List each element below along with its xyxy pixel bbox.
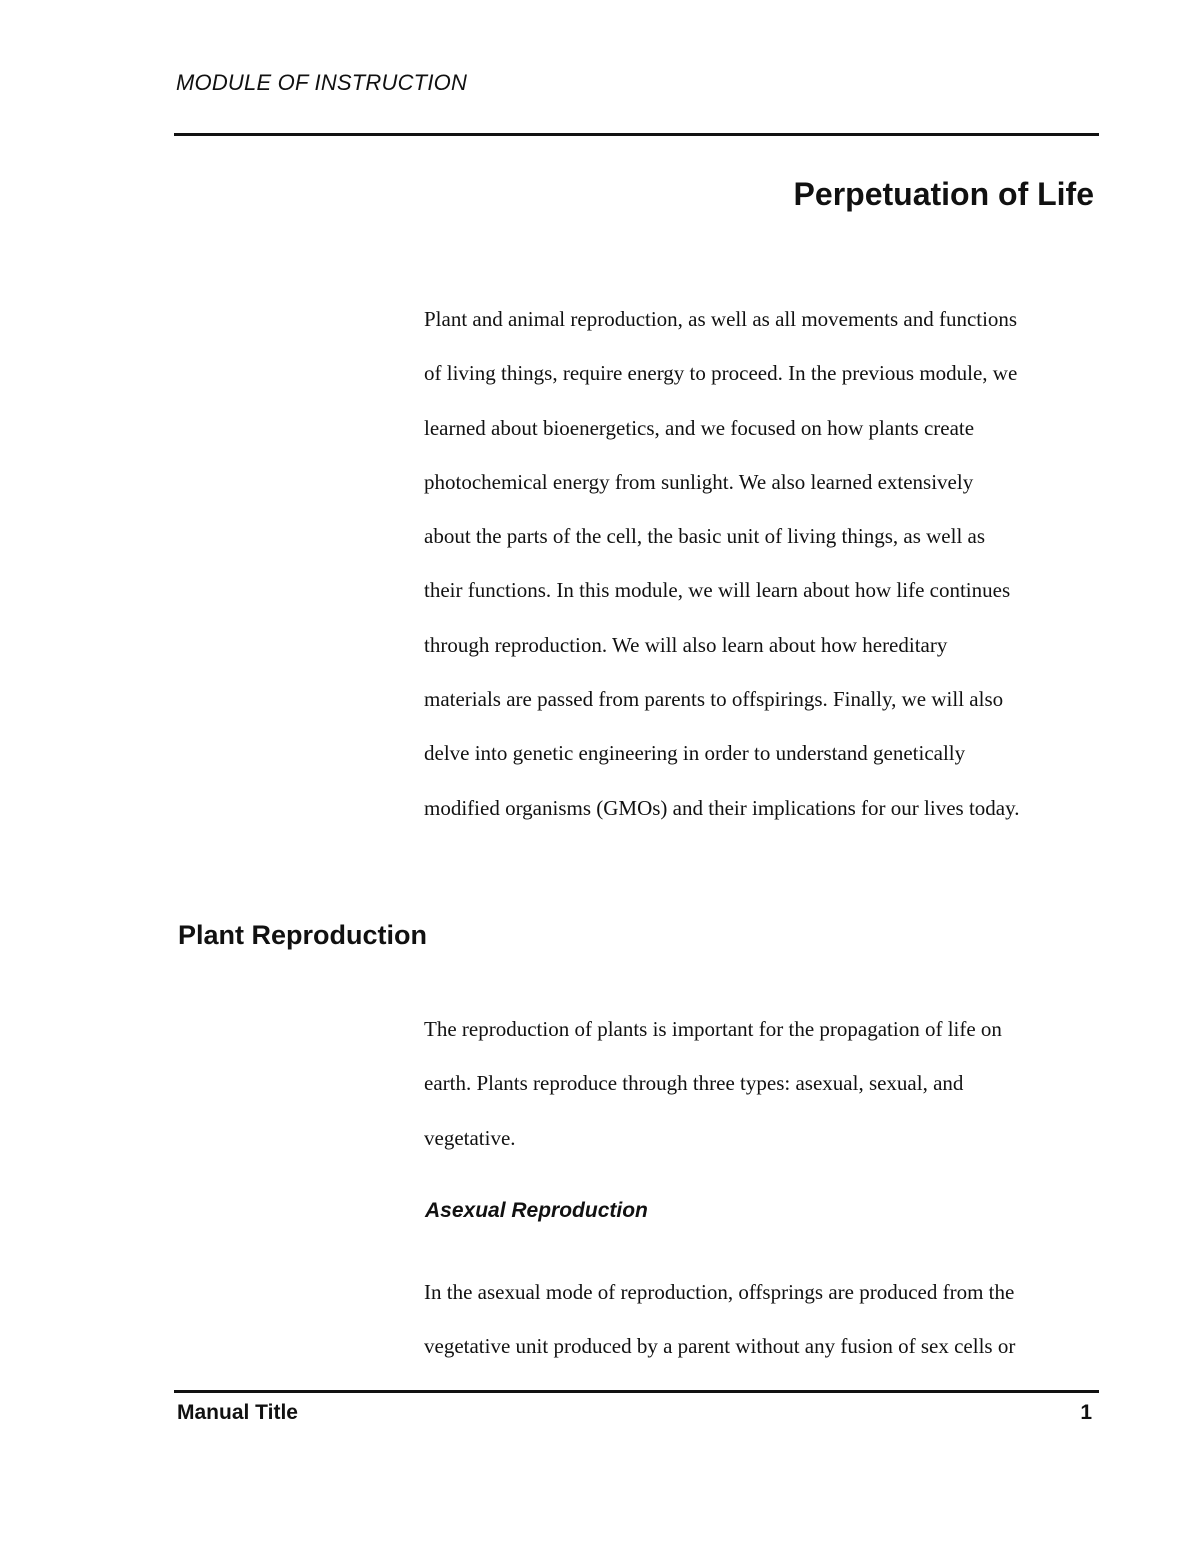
intro-line: delve into genetic engineering in order to understand genetically (424, 741, 966, 766)
intro-line: their functions. In this module, we will learn about how life continues (424, 578, 1011, 603)
footer-page-number: 1 (1080, 1401, 1092, 1424)
footer-rule (174, 1390, 1099, 1393)
running-header: MODULE OF INSTRUCTION (176, 70, 468, 95)
intro-line: through reproduction. We will also learn about how hereditary (424, 632, 948, 657)
intro-paragraph (424, 292, 1104, 835)
page-title: Perpetuation of Life (793, 176, 1094, 212)
intro-line: learned about bioenergetics, and we focused on how plants create (424, 415, 975, 440)
intro-line: about the parts of the cell, the basic unit of living things, as well as (424, 524, 986, 549)
section-line: vegetative. (424, 1125, 516, 1150)
subsection-paragraph (424, 1265, 1104, 1374)
intro-line: materials are passed from parents to offspirings. Finally, we will also (424, 687, 1004, 712)
subsection-heading: Asexual Reproduction (425, 1199, 648, 1222)
intro-line: photochemical energy from sunlight. We also learned extensively (424, 469, 974, 494)
intro-line: Plant and animal reproduction, as well as all movements and functions (424, 307, 1018, 331)
intro-line: modified organisms (GMOs) and their implications for our lives today. (424, 795, 1020, 820)
subsection-line: In the asexual mode of reproduction, offsprings are produced from the (424, 1280, 1015, 1304)
intro-line: of living things, require energy to proceed. In the previous module, we (424, 361, 1018, 386)
footer-manual-title: Manual Title (177, 1401, 298, 1424)
subsection-line: vegetative unit produced by a parent without any fusion of sex cells or (424, 1334, 1016, 1359)
section-line: The reproduction of plants is important for the propagation of life on (424, 1017, 1002, 1041)
header-rule (174, 133, 1099, 136)
section-line: earth. Plants reproduce through three types: asexual, sexual, and (424, 1071, 964, 1096)
section-heading: Plant Reproduction (178, 920, 427, 950)
section-paragraph (424, 1002, 1104, 1165)
